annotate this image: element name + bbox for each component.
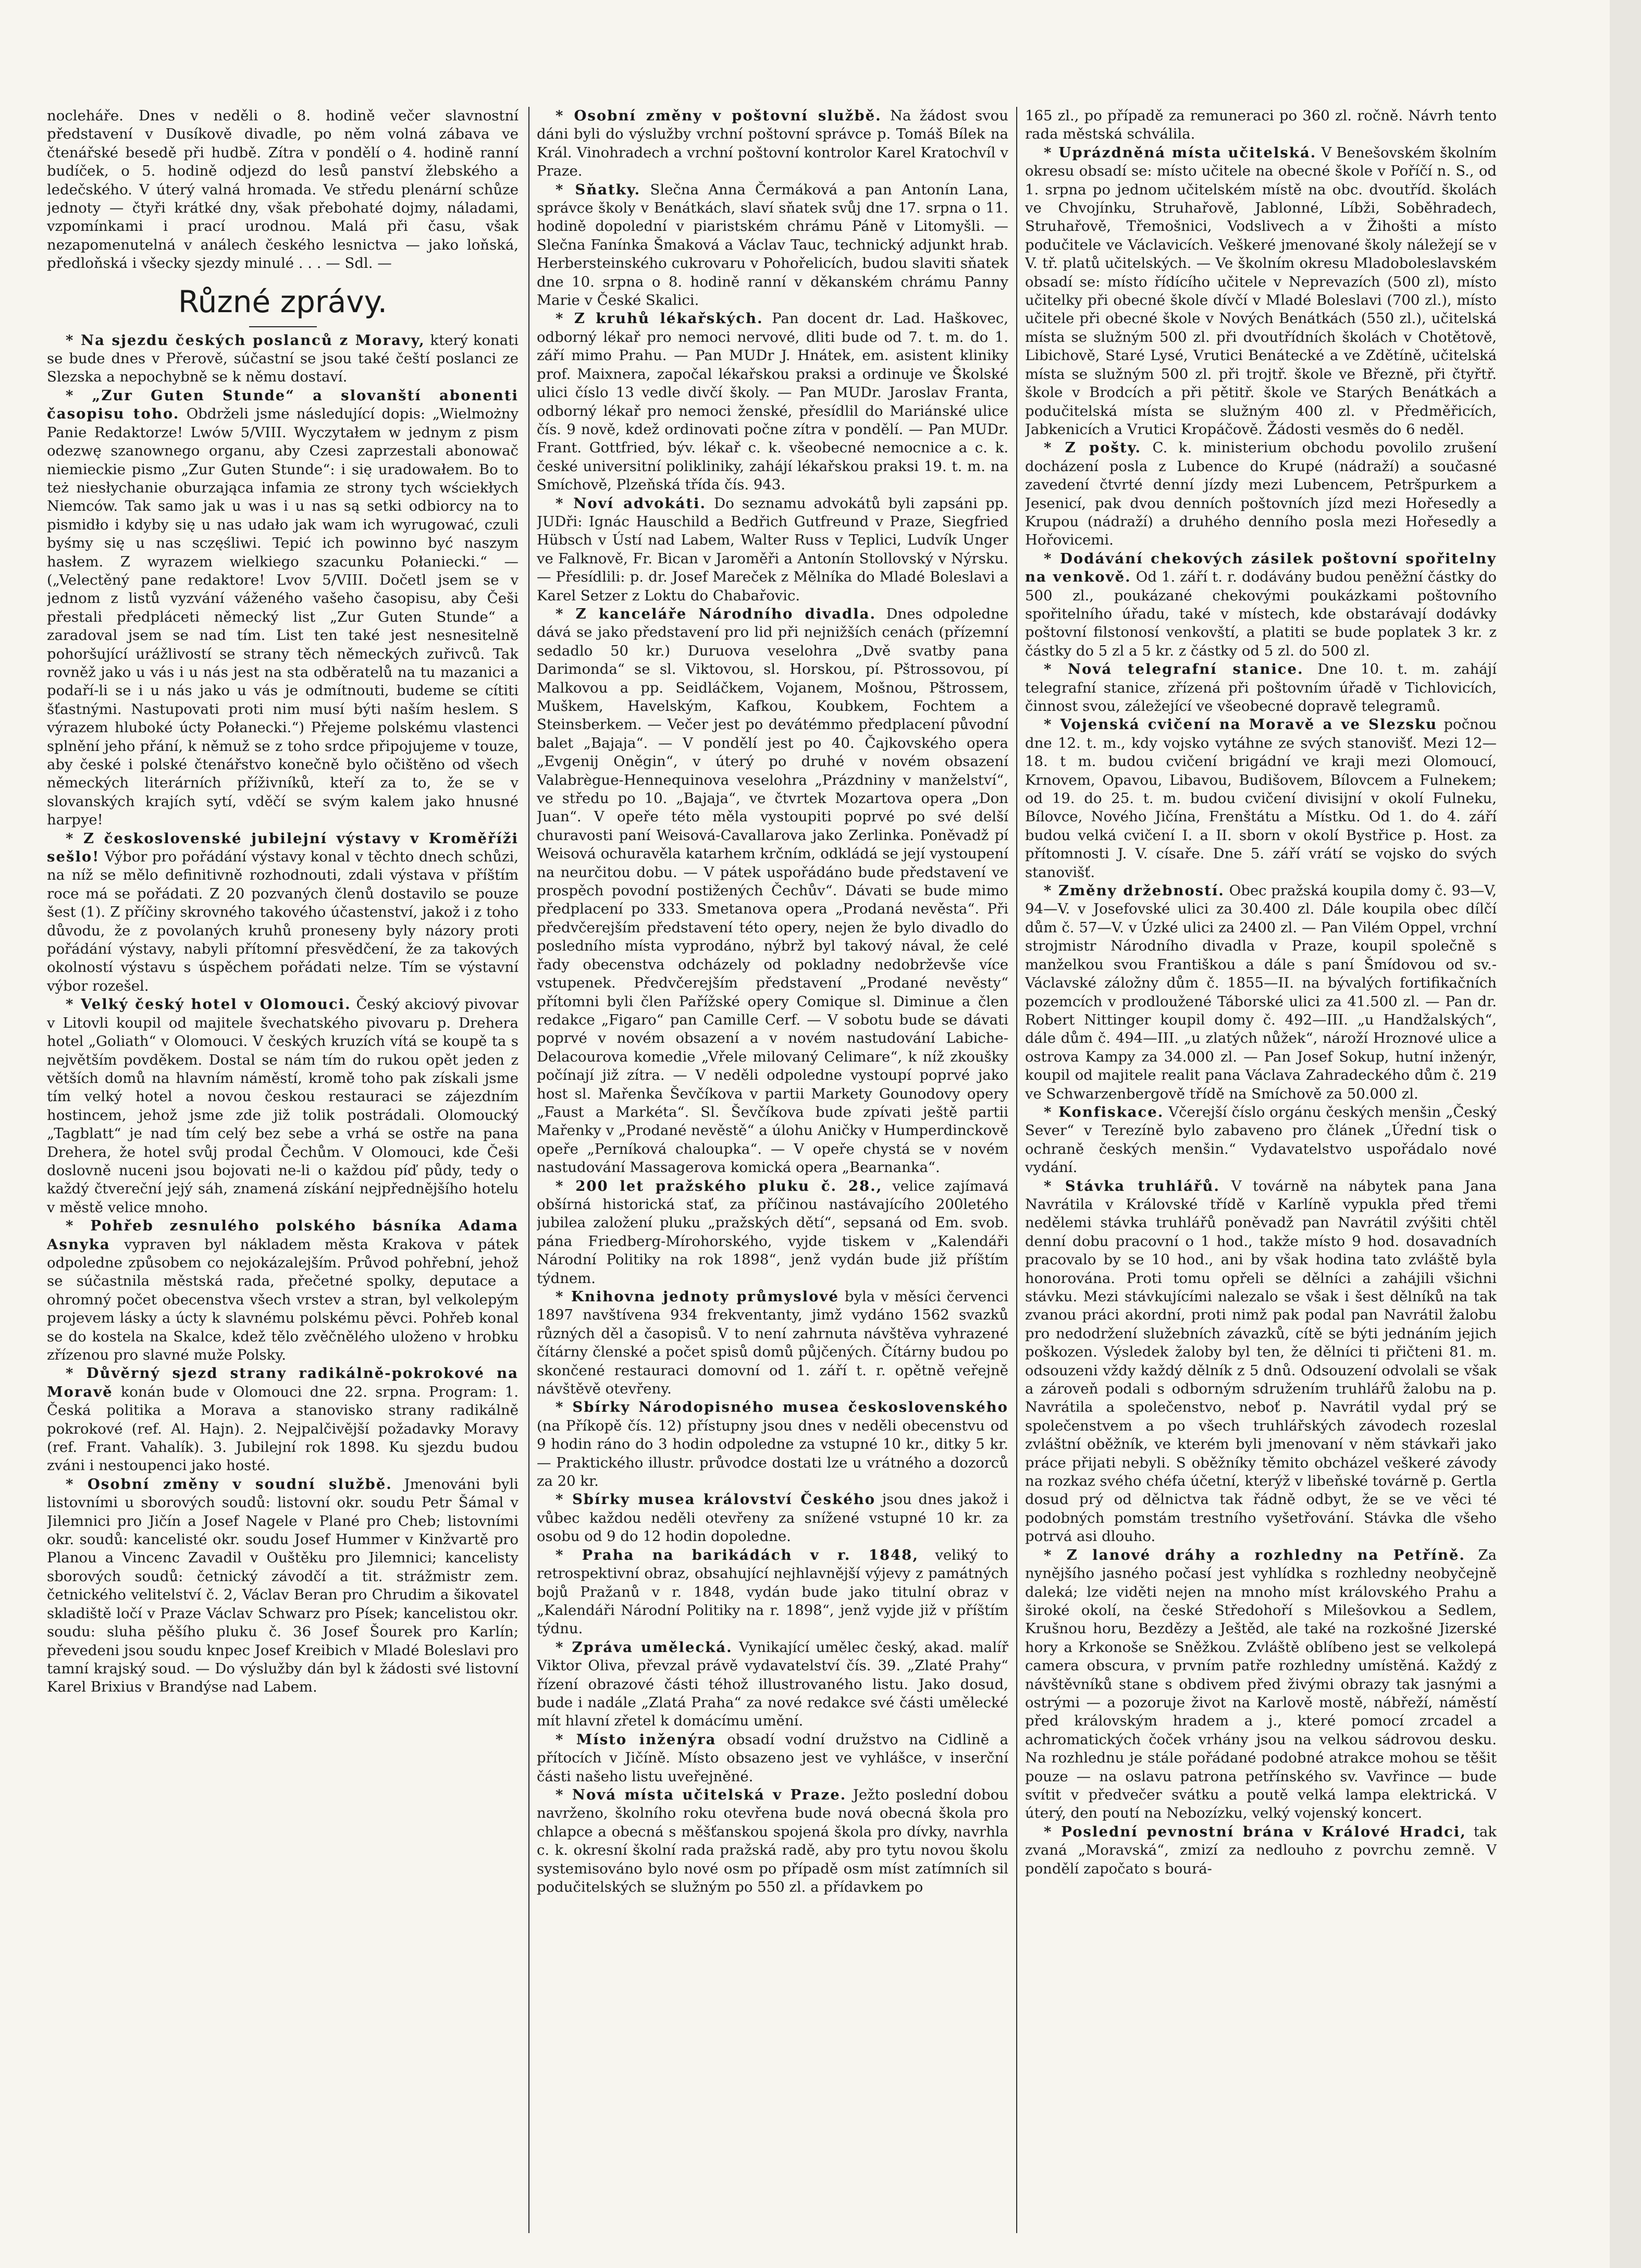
news-item-heading: * Konfiskace. [1044,1103,1164,1120]
news-item [1025,660,1497,716]
news-item-heading: * Praha na barikádách v r. 1848, [556,1546,919,1563]
news-item-text: Slečna Anna Čermáková a pan Antonín Lana, správce školy v Benátkách, slaví sňatek svůj dne 17. srpna o 11. hodině dopolední v piaristském chrámu Páně v Litomyšli. — Slečna Fanínka Šmaková a Václav Tauc, technický adjunkt hrab. Herbersteinského cukrovaru v Pohořelicích, budou slaviti sňatek dne 10. srpna o 8. hodině ranní v děkanském chrámu Panny Marie v České Skalici. [537,181,1008,309]
news-item-heading: * Osobní změny v soudní službě. [66,1475,392,1493]
news-item [47,387,519,830]
news-item-heading: * 200 let pražského pluku č. 28., [556,1177,883,1194]
news-item-heading: * Sbírky Národopisného musea československého [556,1399,1008,1416]
news-item [537,1786,1008,1896]
news-item [1025,882,1497,1103]
news-item-text: jsou dnes jakož i vůbec každou neděli otevřeny za snížené vstupné 10 kr. za osobu od 9 do 12 hodin dopoledne. [537,1491,1008,1545]
news-item-text: počnou dne 12. t. m., kdy vojsko vytáhne ze svých stanovišť. Mezi 12—18. t m. budou cvičení brigádní ve kraji mezi Olomoucí, Krnovem, Opavou, Libavou, Budišovem, Bílovcem a Fulnekem; od 19. do 25. t. m. budou cvičení divisijní v okolí Fulneku, Bílovce, Nového Jičína, Frenštátu a Místku. Od 1. do 4. září budou velká cvičení I. a II. sborn v okolí Bystřice p. Host. za přítomnosti J. V. císaře. Dne 5. září vrátí se vojsko do svých stanovišť. [1025,716,1497,881]
news-item [47,107,519,273]
news-item-heading: * Důvěrný sjezd strany radikálně-pokrokové na Moravě [47,1365,519,1400]
news-item [47,1217,519,1364]
news-item [1025,1177,1497,1546]
news-item [537,1177,1008,1288]
news-item-heading: * Osobní změny v poštovní službě. [556,107,882,124]
news-item-text: nocleháře. Dnes v neděli o 8. hodině večer slavnostní představení v Dusíkově divadle, po něm volná zábava ve čtenářské besedě při hudbě. Zítra v pondělí o 4. hodině ranní budíček, o 5. hodině odjezd do lesů panství žlebského a ledečského. V úterý valná hromada. Ve středu plenární schůze jednoty — čtyři krátké dny, však přebohaté dojmy, náladami, vzpomínkami i prací urodnou. Malá při času, však nezapomenutelná v análech českého lesnictva — jako loňská, předloňská i všecky sjezdy minulé . . . — Sdl. — [47,107,519,272]
news-item [537,1490,1008,1546]
news-item [1025,1546,1497,1823]
news-item-text: Za nynějšího jasného počasí jest vyhlídka s rozhledny neobyčejně daleká; lze viděti nejen na mnoho míst královského Prahu a široké okolí, na české Středohoří s Milešovkou a Sedlem, Krušnou horu, Bezdězy a Ještěd, ale také na rozkošné Jizerské hory a Krkonoše se Sněžkou. Zvláště oblíbeno jest se velkolepá camera obscura, v prvním patře rozhledny umístěná. Každý z návštěvníků stane s obdivem před živými obrazy tak jasnými a ostrými — a pozoruje život na Karlově mostě, nábřeží, náměstí před královským hradem a j., které pomocí zrcadel a achromatických čoček vrhány jsou na velkou sádrovou desku. Na rozhlednu je stále pořádané podobné atrakce mohou se těšit pouze — na oslavu patrona petřínského sv. Vavřince — bude svítit v předvečer svátku a poutě velká lampa elektrická. V úterý, den poutí na Nebozízku, velký vojenský koncert. [1025,1546,1497,1822]
news-item-text: Na žádost svou dáni byli do výslužby vrchní poštovní správce p. Tomáš Bílek na Král. Vinohradech a vrchní poštovní kontrolor Karel Kratochvíl v Praze. [537,107,1008,180]
news-item-text: Do seznamu advokátů byli zapsáni pp. JUDři: Ignác Hauschild a Bedřich Gutfreund v Praze, Siegfried Hübsch v Ústí nad Labem, Walter Russ v Teplici, Ludvík Unger ve Falknově, Fr. Bican v Jaroměři a Antonín Stollovský v Nýrsku. — Přesídlili: p. dr. Josef Mareček z Mělníka do Mladé Boleslavi a Karel Setzer z Loktu do Chabařovic. [537,495,1008,604]
news-item-text: V Benešovském školním okresu obsadí se: místo učitele na obecné škole v Poříčí n. S., od 1. srpna po jednom učitelském místě na obc. dvoutříd. školách ve Chvojínku, Struhařově, Jablonné, Líbži, Soběhradech, Struhařově, Třemošnici, Vodslivech a v Žihošti a místo podučitele ve Václavicích. Veškeré jmenované školy náležejí se v V. tř. platů učitelských. — Ve školním okresu Mladoboleslavském obsadí se: místo řídícího učitele v Neprevazích (500 zl), místo učitelky při obecné škole dívčí v Mladé Boleslavi (700 zl.), místo učitele při obecné škole v Nových Benátkách (550 zl.), učitelská místa se služným 500 zl. při dvoutřídních školách v Chotětově, Libichově, Staré Lysé, Vrutici Benátecké a ve Zdětíně, učitelská místa se služným 500 zl. při trojtř. škole ve Březně, při čtyřtř. škole v Brodcích a při pětitř. škole ve Starých Benátkách a podučitelská místa se služným 400 zl. v Předměřicích, Jabkenicích a Vrutici Kropáčově. Žádosti vesměs do 6 neděl. [1025,144,1497,438]
news-item-text: Český akciový pivovar v Litovli koupil od majitele švechatského pivovaru p. Drehera hotel „Goliath“ v Olomouci. V českých kruzích vítá se koupě ta s největším povděkem. Dostal se nám tím do rukou opět jeden z větších domů na hlavním náměstí, kromě toho pak získali jsme tím velký hotel a novou českou restauraci se zájezdním hostincem, jehož jsme zde již tolik postrádali. Olomoucký „Tagblatt“ je nad tím celý bez sebe a vrhá se ostře na pana Drehera, že hotel svůj prodal Čechům. V Olomouci, kde Češi doslovně nuceni jsou bojovati ne-li o každou píď půdy, tedy o každý čtvereční jejý sáh, znamená získání nejpřednějšího hotelu v městě velice mnoho. [47,996,519,1216]
news-item-heading: * Z československé jubilejní výstavy v Kroměříži sešlo! [47,830,519,866]
page-margin [1610,0,1641,2268]
news-item-text: velice zajímavá obšírná historická stať, za příčinou nastávajícího 200letého jubilea založení pluku „pražských dětí“, sepsaná od Em. svob. pána Friedberg-Mírohorského, vyjde tiskem v „Kalendáři Národní Politiky na rok 1898“, jenž vydán bude již příštím týdnem. [537,1177,1008,1287]
news-item [1025,144,1497,439]
news-item-heading: * Pohřeb zesnulého polského básníka Adama Asnyka [47,1217,519,1253]
column-3 [1025,107,1497,2233]
news-item-text: Dnes odpoledne dává se jako představení pro lid při nejnižších cenách (přízemní sedadlo 50 kr.) Duruova veselohra „Dvě svatby pana Darimonda“ se sl. Viktovou, sl. Horskou, pí. Pštrossovou, pí Malkovou a pp. Seidláčkem, Vojanem, Mošnou, Pštrossem, Muškem, Havelským, Kafkou, Koubkem, Fochtem a Steinsberkem. — Večer jest po devátémmo předplacení původní balet „Bajaja“. — V pondělí jest po 40. Čajkovského opera „Evgenij Oněgin“, v úterý po druhé v novém obsazení Valabrègue-Hennequinova veselohra „Prázdniny v manželství“, ve středu po 10. „Bajaja“, ve čtvrtek Mozartova opera „Don Juan“. V opeře této měla vystoupiti poprvé po své delší churavosti paní Weisová-Cavallarova jako Zerlinka. Poněvadž pí Weisová ochuravěla katarhem krčním, odkládá se její vystoupení na neurčitou dobu. — V pátek uspořádáno bude představení ve prospěch povodní postižených Čechův“. Dávati se bude mimo předplacení po 333. Smetanova opera „Prodaná nevěsta“. Při předvčerejším představení této opery, nejen že bylo divadlo do posledního místa vyprodáno, nýbrž byl takový nával, že celé řady obecenstva odcházely od pokladny nedobrževše více vstupenek. Předvčerejším představení „Prodané nevěsty“ přítomni byli člen Pařížské opery Comique sl. Diminue a člen redakce „Figaro“ pan Camille Cerf. — V sobotu bude se dávati poprvé v novém obsazení a v novém nastudování Labiche-Delacourova komedie „Vřele milovaný Celimare“, k níž zkoušky počínají již zítra. — V neděli odpoledne vystoupí poprvé jako host sl. Mařenka Ševčíkova v partii Markety Gounodovy opery „Faust a Markéta“. Sl. Ševčíkova bude zpívati ještě partii Mařenky v „Prodané nevěstě“ a úlohu Aničky v Humperdinckově opeře „Perníková chaloupka“. — V opeře chystá se v novém nastudování Massagerova komická opera „Bearnanka“. [537,605,1008,1176]
news-item [537,107,1008,181]
news-item-heading: * Dodávání chekových zásilek poštovní spořitelny na venkově. [1025,550,1497,586]
news-item-heading: * Sbírky musea království Českého [556,1491,876,1508]
news-item [1025,439,1497,549]
news-item-heading: * Z kruhů lékařských. [556,310,763,327]
news-item-text: konán bude v Olomouci dne 22. srpna. Program: 1. Česká politika a Morava a stanovisko strany radikálně pokrokové (ref. Al. Hajn). 2. Nejpalčivější požadavky Moravy (ref. Frant. Vahalík). 3. Jubilejní rok 1898. Ku sjezdu budou zváni i nestoupenci jako hosté. [47,1383,519,1474]
news-item-heading: * Změny držebností. [1044,882,1225,899]
column-2 [537,107,1008,2233]
news-item [1025,716,1497,882]
news-item-text: obsadí vodní družstvo na Cidlině a přítocích v Jičíně. Místo obsazeno jest ve vyhlášce, v inserční části našeho listu uveřejněné. [537,1731,1008,1785]
news-item [47,830,519,996]
news-item-heading: * Poslední pevnostní brána v Králové Hradci, [1044,1823,1466,1840]
news-item-text: Ježto poslední dobou navrženo, školního roku otevřena bude nová obecná škola pro chlapce a obecná s měšťanskou spojená škola pro dívky, navrhla c. k. okresní školní rada pražská radě, aby pro tytu novou školu systemisováno bylo nové osm po případě osm míst zatímních sil podučitelských se služným po 550 zl. a přídavkem po [537,1786,1008,1895]
news-item-heading: * Z lanové dráhy a rozhledny na Petříně. [1044,1546,1465,1563]
news-item-text: Jmenováni byli listovními u sborových soudů: listovní okr. soudu Petr Šámal v Jilemnici pro Jičín a Josef Nagele v Plané pro Cheb; listovními okr. soudů: kancelisté okr. soudu Josef Hummer v Kinžvartě pro Planou a Vincenc Zavadil v Ouštěku pro Jilemnici; kancelisty sborových soudů: četnický závodčí a tit. strážmistr zem. četnického velitelství č. 2, Václav Beran pro Chrudim a šikovatel skladiště ločí v Praze Václav Schwarz pro Písek; kancelistou okr. soudu: sluha pěšího pluku č. 36 Josef Šourek pro Karlín; převedeni jsou soudu knpec Josef Kreibich v Mladé Boleslavi pro tamní krajský soud. — Do výslužby dán byl k žádosti své listovní Karel Brixius v Brandýse nad Labem. [47,1475,519,1696]
news-item-heading: * Vojenská cvičení na Moravě a ve Slezsku [1044,716,1438,733]
news-item-text: Od 1. září t. r. dodávány budou peněžní částky do 500 zl., poukázané chekovými poukázkami poštovního spořitelního úřadu, také v místech, kde obstarávají dodávky poštovní filstonosí venkovští, a platiti se bude poplatek 3 kr. z částky do 5 zl a 5 kr. z částky od 5 zl. do 500 zl. [1025,569,1497,659]
news-item [537,1546,1008,1638]
news-item [537,1638,1008,1731]
news-item [1025,107,1497,144]
news-item-text: C. k. ministerium obchodu povolilo zrušení docházení posla z Lubence do Krupé (nádraží) a současné zavedení čtvrté denní jízdy mezi Lubencem, Petršpurkem a Jesenicí, pak dvou denních poštovních jízd mezi Hořesedly a Krupou (nádraží) a druhého denního posla mezi Hořesedly a Hořovicemi. [1025,439,1497,549]
news-item [537,310,1008,494]
news-item-heading: * Knihovna jednoty průmyslové [556,1288,839,1305]
news-item-text: veliký to retrospektivní obraz, obsahující nejhlavnější výjevy z památných bojů Pražanů v r. 1848, vydán bude jako titulní obraz v „Kalendáři Národní Politiky na r. 1898“, jenž vyjde již v příštím týdnu. [537,1546,1008,1637]
news-item-heading: * „Zur Guten Stunde“ a slovanští abonenti časopisu toho. [47,387,519,423]
column-rule-1 [528,107,529,2233]
news-item-text: tak zvaná „Moravská“, zmizí za nedlouho z povrchu zemně. V pondělí započato s bourá- [1025,1823,1497,1877]
news-item-heading: * Nová telegrafní stanice. [1044,661,1304,678]
news-item-text: Dne 10. t. m. zahájí telegrafní stanice, zřízená při poštovním úřadě v Tichlovicích, činnost svou, záležející ve všeobecné dopravě telegramů. [1025,661,1497,714]
news-item-heading: * Zpráva umělecká. [556,1638,733,1656]
news-item-text: vypraven byl nákladem města Krakova v pátek odpoledne způsobem co nejokázalejším. Průvod pohřební, jehož se súčastnila městská rada, přečetné spolky, deputace a ohromný počet obecenstva všech vrstev a stran, byl velkolepým projevem lásky a úcty k slavnému polskému pěvci. Pohřeb konal se do kostela na Skalce, kdež tělo zvěčnělého uloženo v hrobku zřízenou pro slavné muže Polsky. [47,1236,519,1363]
news-item-text: Pan docent dr. Lad. Haškovec, odborný lékař pro nemoci nervové, dliti bude od 7. t. m. do 1. září mimo Prahu. — Pan MUDr J. Hnátek, em. asistent kliniky prof. Maixnera, započal lékařskou praksi a ordinuje ve Školské ulici číslo 13 vedle divčí školy. — Pan MUDr. Jaroslav Franta, odborný lékař pro nemoci ženské, přesídlil do Mariánské ulice čís. 9 nově, kdež ordinovati počne zítra v pondělí. — Pan MUDr. Frant. Gottfried, býv. lékař c. k. všeobecné nemocnice a c. k. české universitní polikliniky, zahájí lékařskou praksi 19. t. m. na Smíchově, Plzeňská třída čís. 943. [537,310,1008,494]
news-item [537,1731,1008,1786]
news-item-text: Vynikající umělec český, akad. malíř Viktor Oliva, převzal právě vydavatelství čís. 39. „Zlaté Prahy“ řízení obrazové části téhož illustrovaného listu. Jako dosud, bude i nadále „Zlatá Praha“ za nové redakce své části umělecké mít hlavní zřetel k domácímu umění. [537,1638,1008,1730]
news-item [537,1398,1008,1490]
news-item-text: byla v měsíci červenci 1897 navštívena 934 frekventanty, jimž vydáno 1562 svazků různých děl a časopisů. V to není zahrnuta návštěva vyhrazené čítárny členské a počet spisů domů půjčených. Čítárny budou po skončené restauraci domovní od 1. září t. r. opětně veřejně návštěvě otevřeny. [537,1288,1008,1398]
column-rule-2 [1016,107,1017,2233]
news-item-heading: * Na sjezdu českých poslanců z Moravy, [66,331,425,349]
news-item-heading: * Stávka truhlářů. [1044,1177,1220,1194]
news-item [47,995,519,1217]
news-item [1025,550,1497,660]
news-item-heading: * Z pošty. [1044,439,1142,457]
news-item [537,495,1008,605]
news-item-heading: * Noví advokáti. [556,495,707,512]
news-item [537,1288,1008,1398]
news-item [537,605,1008,1177]
news-item [537,181,1008,310]
news-item-text: Včerejší číslo orgánu českých menšin „Český Sever“ v Terezíně bylo zabaveno pro článek „Úřední tisk o ochraně českých menšin.“ Vydavatelstvo uspořádalo nové vydání. [1025,1103,1497,1176]
news-item-heading: * Místo inženýra [556,1731,717,1748]
news-item-text: Obec pražská koupila domy č. 93—V, 94—V. v Josefovské ulici za 30.400 zl. Dále koupila obec dílčí dům č. 57—V. v Úzké ulici za 2400 zl. — Pan Vilém Oppel, vrchní strojmistr Národního divadla v Praze, koupil společně s manželkou svou Františkou a dále s paní Šmídovou od sv.-Václavské záložny dům č. 1855—II. na bývalých fortifikačních pozemcích v prodloužené Táborské ulici za 41.500 zl. — Pan dr. Robert Nittinger koupil domy č. 492—III. „u Handžalských“, dále dům č. 494—III. „u zlatých nůžek“, nároží Hroznové ulice a ostrova Kampy za 34.000 zl. — Pan Josef Sokup, hutní inženýr, koupil od majitele realit pana Václava Zahradeckého dům č. 219 ve Schwarzenbergově třídě na Smíchově za 50.000 zl. [1025,882,1497,1102]
section-rule [249,326,317,327]
news-item-heading: * Sňatky. [556,181,641,198]
news-item [1025,1103,1497,1177]
news-item-text: který konati se bude dnes v Přerově, súčastní se jsou také čeští poslanci ze Slezska a nepochybně se k němu dostaví. [47,331,519,386]
news-item-heading: * Velký český hotel v Olomouci. [66,996,351,1013]
news-item [47,331,519,387]
news-item-heading: * Uprázdněná místa učitelská. [1044,144,1317,161]
news-item-text: 165 zl., po případě za remuneraci po 360 zl. ročně. Návrh tento rada městská schválila. [1025,107,1497,143]
news-item-text: Výbor pro pořádání výstavy konal v těchto dnech schůzi, na níž se mělo definitivně rozhodnouti, zdali výstava v příštím roce má se pořádati. Z 20 pozvaných členů dostavilo se pouze šest (1). Z příčiny skrovného takového účastenství, jakož i z toho důvodu, že z povolaných kruhů proneseny byly názory proti pořádání výstavy, nabyli přítomní přesvědčení, že za takových okolností výstavu s úspěchem pořádati nelze. Tím se výstavní výbor rozešel. [47,848,519,994]
news-item [1025,1823,1497,1878]
column-1 [47,107,519,2233]
news-item [47,1364,519,1475]
news-item-heading: * Z kanceláře Národního divadla. [556,605,877,622]
news-item-heading: * Nová místa učitelská v Praze. [556,1786,847,1803]
news-item-text: V továrně na nábytek pana Jana Navrátila v Královské třídě v Karlíně vypukla před třemi nedělemi stávka truhlářů poněvadž pan Navrátil zvýšiti chtěl denní dobu pracovní o 1 hod., takže místo 9 hod. dosavadních pracovalo by se 10 hod., ani by však hodina tato zvláště byla honorována. Proti tomu opřeli se dělníci a zahájili všichni stávku. Mezi stávkujícími nalezalo se však i šest dělníků na tak zvanou práci akordní, proti nimž pak podal pan Navrátil žalobu pro nedodržení služebních závazků, cítě se býti jednáním jejich poškozen. Výsledek žaloby byl ten, že dělníci ti přičteni 81. m. odsouzeni vždy každý dělník z 5 dnů. Odsouzení odvolali se však a zároveň podali s odborným sdružením truhlářů žalobu na p. Navrátila a společenstvo, neboť p. Navrátil vydal prý se společenstvem a po všech truhlářských závodech rozeslal zvláštní oběžník, ve kterém byli jmenovaní v něm stávkaři jako práce přijati nebyli. S oběžníky těmito obcházel veškeré závody na rozkaz svého chéfa účetní, kterýž v libeňské továrně p. Gertla dosud prý od dělnictva tak řádně odbyt, že se ve věci té podobných pomstám trestního vyšetřování. Stávka dle všeho potrvá asi dlouho. [1025,1177,1497,1545]
news-item-text: (na Příkopě čís. 12) přístupny jsou dnes v neděli obecenstvu od 9 hodin ráno do 3 hodin odpoledne za vstupné 10 kr., ditky 5 kr. — Praktického illustr. průvodce dostati lze u vrátného a dozorců za 20 kr. [537,1417,1008,1490]
news-item-text: Obdrželi jsme následující dopis: „Wielmożny Panie Redaktorze! Lwów 5/VIII. Wyczytałem w jednym z pism odezwę szanownego organu, aby Czesi zaprzestali abonowač niemieckie pismo „Zur Guten Stunde“: i się uradowałem. Bo to też niesłychanie oburzająca infamia ze strony tych wściekłych Niemców. Tak samo jak u was i u nas są setki odbiorcy na to pismidło i kdyby się u nas udało jak wam ich wyrugować, czuli byśmy się u nas sczęśliwi. Tepić ich powinno być naszym hasłem. Z wyrazem wielkiego szacunku Połaniecki.“ — („Velectěný pane redaktore! Lvov 5/VIII. Dočetl jsem se v jednom z listů vyzvání váženého vašeho časopisu, aby Češi přestali předpláceti německý list „Zur Guten Stunde“ a zaradoval jsem se nad tím. List ten také jest nesnesitelně pohoršující urážlivostí se strany těch německých zuřivců. Tak rovněž jako u vás i u nás jest na sta odběratelů na tu mazanici a podaří-li se i u nás jako u vás je odmítnouti, budeme se cítiti šťastnými. Nastupovati proti nim musí býti naším heslem. S výrazem hluboké úcty Połanecki.“) Přejeme polskému vlastenci splnění jeho přání, k němuž se z toho srdce připojujeme v touze, aby české i polské čtenářstvo konečně bylo očištěno od všech německých literárních příživníků, kteří za to, že se v slovanských krajích sytí, vděčí se svým kalem jako hnusné harpye! [47,405,519,829]
news-item [47,1475,519,1697]
section-title: Různé zprávy. [178,284,388,319]
